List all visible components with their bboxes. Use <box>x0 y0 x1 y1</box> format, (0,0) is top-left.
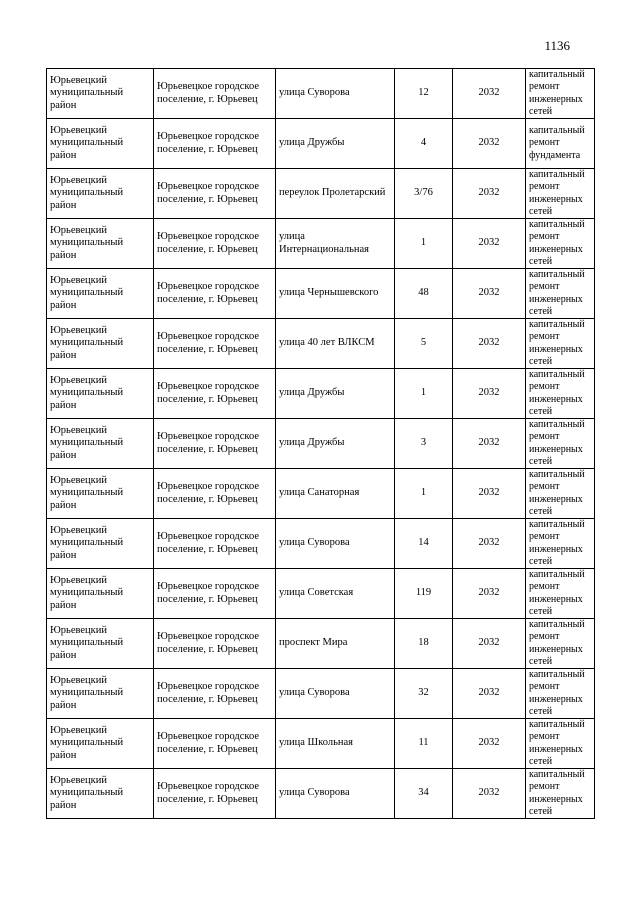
district-cell: Юрьевецкий муниципальный район <box>47 619 154 669</box>
street-cell: проспект Мира <box>276 619 395 669</box>
year-cell: 2032 <box>453 619 526 669</box>
year-cell: 2032 <box>453 519 526 569</box>
street-cell: улица Дружбы <box>276 369 395 419</box>
house-number-cell: 18 <box>395 619 453 669</box>
street-cell: переулок Пролетарский <box>276 169 395 219</box>
district-cell: Юрьевецкий муниципальный район <box>47 319 154 369</box>
year-cell: 2032 <box>453 219 526 269</box>
work-type-cell: капитальный ремонт инженерных сетей <box>526 719 595 769</box>
district-cell: Юрьевецкий муниципальный район <box>47 419 154 469</box>
table-row <box>47 669 595 719</box>
district-cell: Юрьевецкий муниципальный район <box>47 269 154 319</box>
settlement-cell: Юрьевецкое городское поселение, г. Юрьевец <box>154 769 276 819</box>
work-type-cell: капитальный ремонт инженерных сетей <box>526 219 595 269</box>
settlement-cell: Юрьевецкое городское поселение, г. Юрьевец <box>154 119 276 169</box>
settlement-cell: Юрьевецкое городское поселение, г. Юрьевец <box>154 369 276 419</box>
work-type-cell: капитальный ремонт инженерных сетей <box>526 369 595 419</box>
street-cell: улица Суворова <box>276 69 395 119</box>
work-type-cell: капитальный ремонт инженерных сетей <box>526 69 595 119</box>
table-row <box>47 119 595 169</box>
table-row <box>47 169 595 219</box>
street-cell: улица Суворова <box>276 519 395 569</box>
street-cell: улица Школьная <box>276 719 395 769</box>
district-cell: Юрьевецкий муниципальный район <box>47 569 154 619</box>
house-number-cell: 32 <box>395 669 453 719</box>
work-type-cell: капитальный ремонт инженерных сетей <box>526 319 595 369</box>
settlement-cell: Юрьевецкое городское поселение, г. Юрьевец <box>154 519 276 569</box>
settlement-cell: Юрьевецкое городское поселение, г. Юрьевец <box>154 669 276 719</box>
house-number-cell: 48 <box>395 269 453 319</box>
year-cell: 2032 <box>453 69 526 119</box>
table-row <box>47 519 595 569</box>
work-type-cell: капитальный ремонт фундамента <box>526 119 595 169</box>
house-number-cell: 34 <box>395 769 453 819</box>
street-cell: улица Советская <box>276 569 395 619</box>
settlement-cell: Юрьевецкое городское поселение, г. Юрьевец <box>154 419 276 469</box>
work-type-cell: капитальный ремонт инженерных сетей <box>526 469 595 519</box>
year-cell: 2032 <box>453 369 526 419</box>
settlement-cell: Юрьевецкое городское поселение, г. Юрьевец <box>154 569 276 619</box>
house-number-cell: 1 <box>395 219 453 269</box>
page-number: 1136 <box>544 38 570 53</box>
street-cell: улица Дружбы <box>276 119 395 169</box>
table-row <box>47 219 595 269</box>
settlement-cell: Юрьевецкое городское поселение, г. Юрьевец <box>154 619 276 669</box>
district-cell: Юрьевецкий муниципальный район <box>47 719 154 769</box>
house-number-cell: 3 <box>395 419 453 469</box>
year-cell: 2032 <box>453 569 526 619</box>
table-row <box>47 69 595 119</box>
settlement-cell: Юрьевецкое городское поселение, г. Юрьевец <box>154 169 276 219</box>
district-cell: Юрьевецкий муниципальный район <box>47 169 154 219</box>
table-body <box>47 69 595 819</box>
house-number-cell: 1 <box>395 369 453 419</box>
district-cell: Юрьевецкий муниципальный район <box>47 219 154 269</box>
district-cell: Юрьевецкий муниципальный район <box>47 69 154 119</box>
house-number-cell: 14 <box>395 519 453 569</box>
repair-schedule-table <box>46 68 595 819</box>
settlement-cell: Юрьевецкое городское поселение, г. Юрьевец <box>154 469 276 519</box>
table-row <box>47 369 595 419</box>
table-row <box>47 719 595 769</box>
year-cell: 2032 <box>453 319 526 369</box>
table-row <box>47 419 595 469</box>
street-cell: улица 40 лет ВЛКСМ <box>276 319 395 369</box>
district-cell: Юрьевецкий муниципальный район <box>47 519 154 569</box>
house-number-cell: 5 <box>395 319 453 369</box>
year-cell: 2032 <box>453 669 526 719</box>
table-row <box>47 269 595 319</box>
year-cell: 2032 <box>453 269 526 319</box>
district-cell: Юрьевецкий муниципальный район <box>47 119 154 169</box>
street-cell: улица Суворова <box>276 669 395 719</box>
work-type-cell: капитальный ремонт инженерных сетей <box>526 569 595 619</box>
year-cell: 2032 <box>453 469 526 519</box>
street-cell: улица Чернышевского <box>276 269 395 319</box>
work-type-cell: капитальный ремонт инженерных сетей <box>526 669 595 719</box>
district-cell: Юрьевецкий муниципальный район <box>47 769 154 819</box>
work-type-cell: капитальный ремонт инженерных сетей <box>526 169 595 219</box>
work-type-cell: капитальный ремонт инженерных сетей <box>526 619 595 669</box>
house-number-cell: 11 <box>395 719 453 769</box>
year-cell: 2032 <box>453 169 526 219</box>
year-cell: 2032 <box>453 719 526 769</box>
settlement-cell: Юрьевецкое городское поселение, г. Юрьевец <box>154 69 276 119</box>
table-row <box>47 319 595 369</box>
table-row <box>47 469 595 519</box>
work-type-cell: капитальный ремонт инженерных сетей <box>526 419 595 469</box>
street-cell: улица Дружбы <box>276 419 395 469</box>
house-number-cell: 3/76 <box>395 169 453 219</box>
table-row <box>47 769 595 819</box>
table-row <box>47 569 595 619</box>
district-cell: Юрьевецкий муниципальный район <box>47 669 154 719</box>
street-cell: улица Санаторная <box>276 469 395 519</box>
year-cell: 2032 <box>453 119 526 169</box>
house-number-cell: 119 <box>395 569 453 619</box>
settlement-cell: Юрьевецкое городское поселение, г. Юрьевец <box>154 269 276 319</box>
year-cell: 2032 <box>453 419 526 469</box>
settlement-cell: Юрьевецкое городское поселение, г. Юрьевец <box>154 719 276 769</box>
settlement-cell: Юрьевецкое городское поселение, г. Юрьевец <box>154 219 276 269</box>
house-number-cell: 4 <box>395 119 453 169</box>
settlement-cell: Юрьевецкое городское поселение, г. Юрьевец <box>154 319 276 369</box>
work-type-cell: капитальный ремонт инженерных сетей <box>526 769 595 819</box>
work-type-cell: капитальный ремонт инженерных сетей <box>526 519 595 569</box>
year-cell: 2032 <box>453 769 526 819</box>
table-row <box>47 619 595 669</box>
district-cell: Юрьевецкий муниципальный район <box>47 469 154 519</box>
street-cell: улица Суворова <box>276 769 395 819</box>
work-type-cell: капитальный ремонт инженерных сетей <box>526 269 595 319</box>
house-number-cell: 12 <box>395 69 453 119</box>
house-number-cell: 1 <box>395 469 453 519</box>
district-cell: Юрьевецкий муниципальный район <box>47 369 154 419</box>
street-cell: улица Интернациональная <box>276 219 395 269</box>
